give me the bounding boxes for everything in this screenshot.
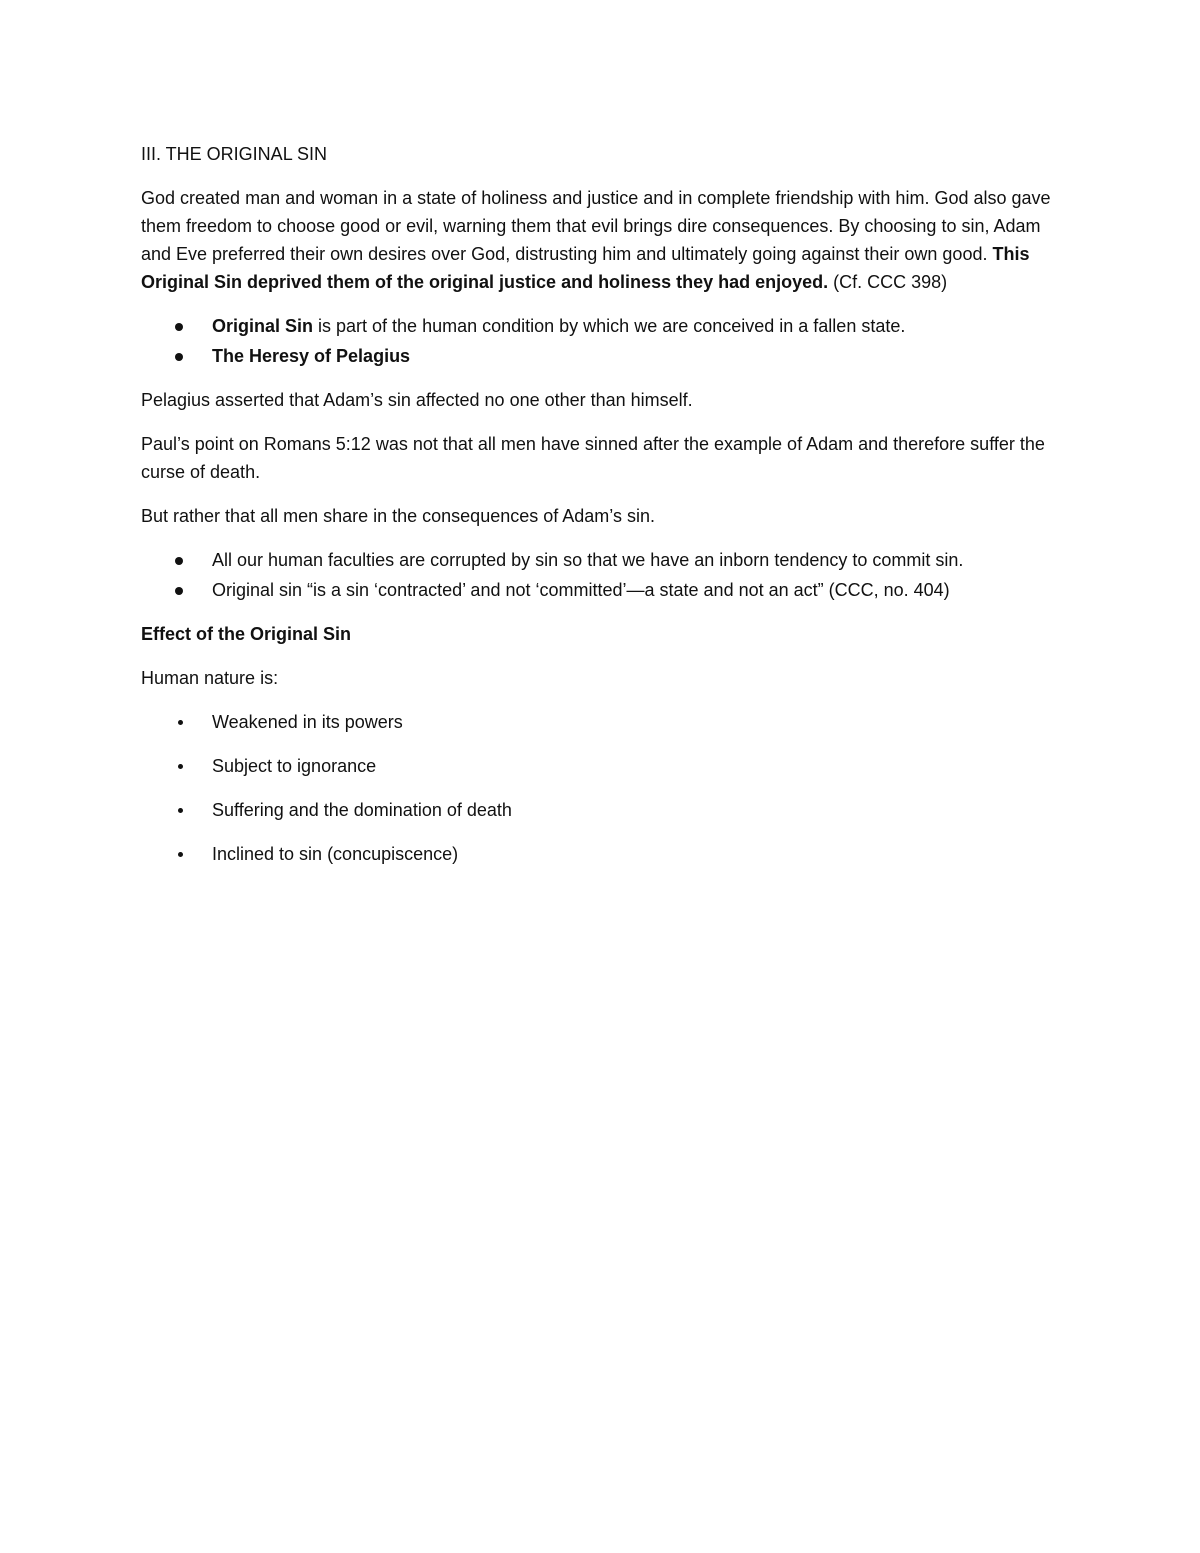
- intro-bold-text: This Original Sin deprived them of the original justice and holiness they had enjoyed.: [141, 244, 1030, 292]
- list-item-text: is part of the human condition by which we are conceived in a fallen state.: [313, 316, 906, 336]
- effect-item: Weakened in its powers: [141, 708, 1061, 736]
- list-item-bold: Original Sin: [212, 316, 314, 336]
- paul-paragraph: Paul’s point on Romans 5:12 was not that all men have sinned after the example of Adam and therefore suffer the curse of death.: [141, 434, 1045, 482]
- effects-list: [141, 708, 1061, 868]
- effect-heading: Effect of the Original Sin: [141, 624, 352, 644]
- bullet-list-primary: [141, 312, 1061, 370]
- effect-item: Suffering and the domination of death: [141, 796, 1061, 824]
- list-item: [141, 342, 1061, 370]
- section-title: III. THE ORIGINAL SIN: [141, 144, 328, 164]
- bullet-list-secondary: [141, 546, 1061, 604]
- list-item: All our human faculties are corrupted by sin so that we have an inborn tendency to commit sin.: [141, 546, 1061, 574]
- document-page: [141, 140, 1061, 884]
- intro-citation: (Cf. CCC 398): [828, 272, 948, 292]
- list-item: Original sin “is a sin ‘contracted’ and not ‘committed’—a state and not an act” (CCC, no. 404): [141, 576, 1061, 604]
- effect-item: Subject to ignorance: [141, 752, 1061, 780]
- effect-item: Inclined to sin (concupiscence): [141, 840, 1061, 868]
- human-nature-label: Human nature is:: [141, 668, 279, 688]
- list-item-bold: The Heresy of Pelagius: [212, 346, 411, 366]
- rather-paragraph: But rather that all men share in the consequences of Adam’s sin.: [141, 506, 655, 526]
- intro-text: God created man and woman in a state of holiness and justice and in complete friendship with him. God also gave them freedom to choose good or evil, warning them that evil brings dire consequences. By choosing to sin, Adam and Eve preferred their own desires over God, distrusting him and ultimately going against their own good.: [141, 188, 1051, 264]
- intro-paragraph: [141, 184, 1061, 296]
- list-item: [141, 312, 1061, 340]
- pelagius-paragraph: Pelagius asserted that Adam’s sin affected no one other than himself.: [141, 390, 693, 410]
